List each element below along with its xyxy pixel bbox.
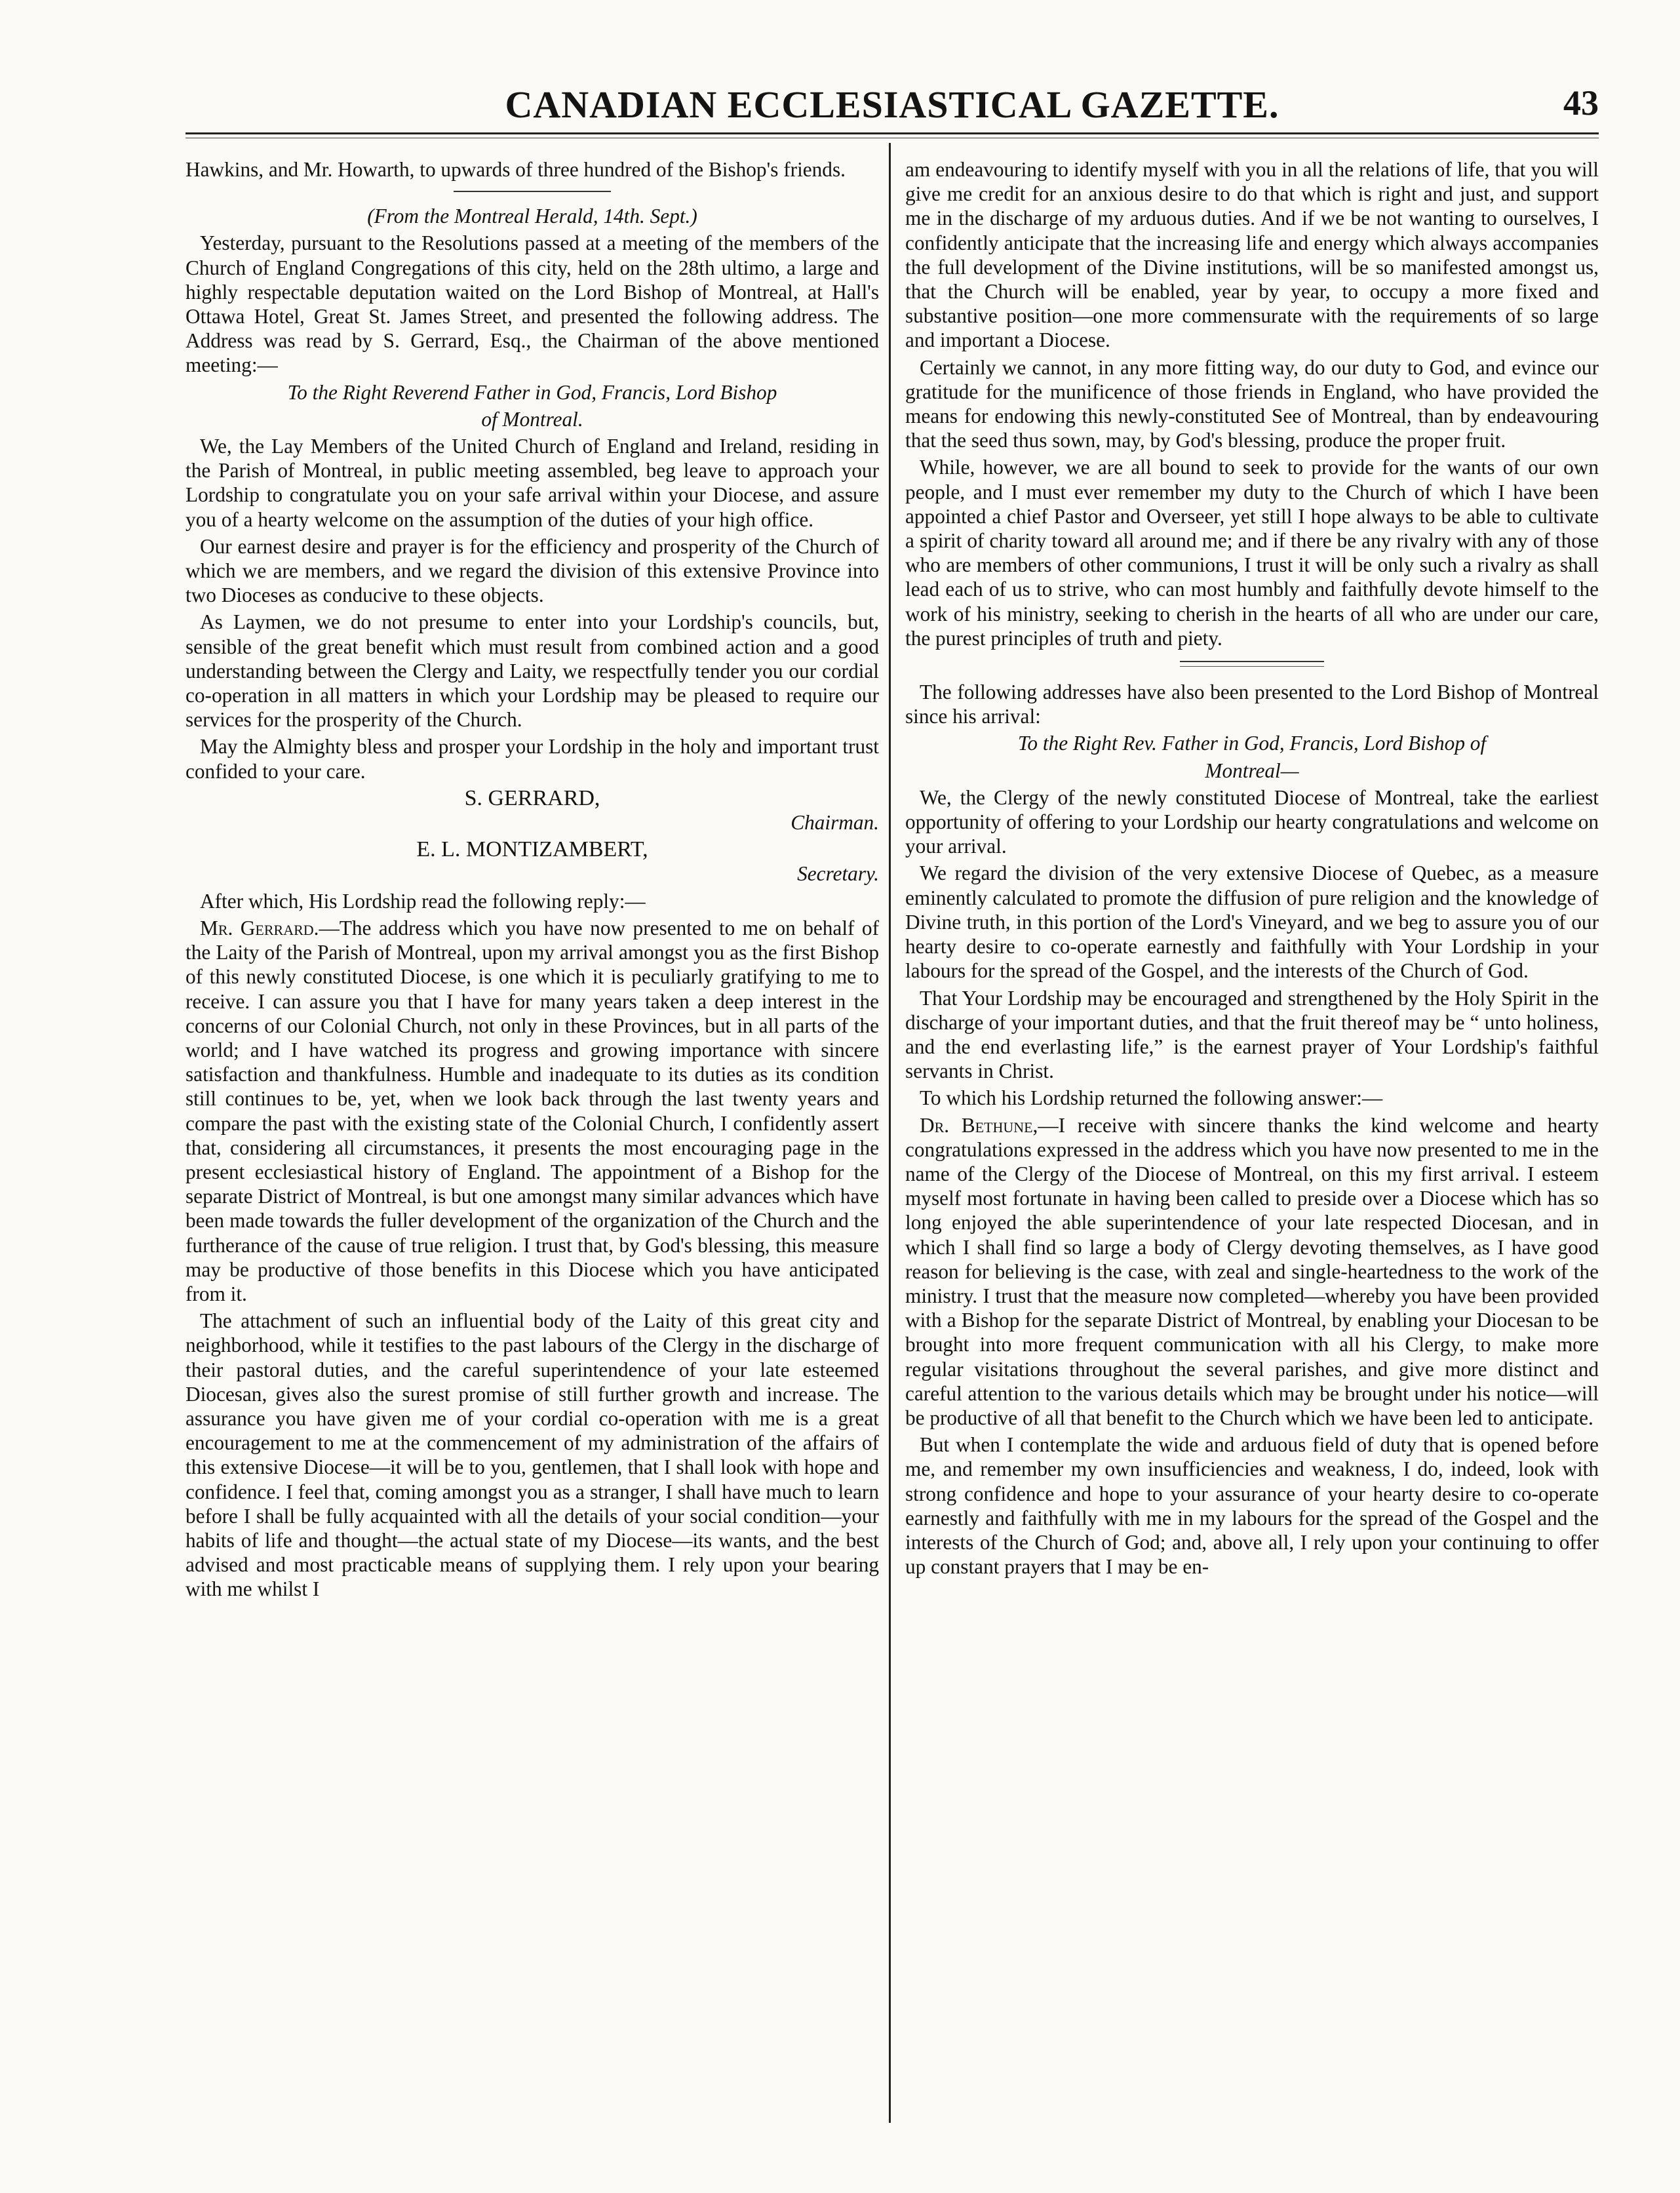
paragraph: We regard the division of the very extensive Diocese of Quebec, as a measure eminently calculated to promote the diffusion of pure religion and the knowledge of Divine truth, in this portion of the Lord's Vineyard, and we beg to assure you of our hearty desire to co-operate earnestly and faithfully with Your Lordship in your labours for the spread of the Gospel, and the interests of the Church of God.: [905, 861, 1599, 983]
page-header: [186, 76, 1599, 128]
section-separator: [1180, 661, 1324, 667]
paragraph: The following addresses have also been presented to the Lord Bishop of Montreal since his arrival:: [905, 681, 1599, 728]
section-separator: [454, 191, 611, 192]
right-column: [905, 157, 1599, 2124]
paragraph: Certainly we cannot, in any more fitting way, do our duty to God, and evince our gratitude for the munificence of those friends in England, who have provided the means for endowing this newly-constituted See of Montreal, than by endeavouring that the seed thus sown, may, by God's blessing, produce the proper fruit.: [905, 355, 1599, 452]
paragraph: To which his Lordship returned the following answer:—: [920, 1086, 1383, 1110]
paragraph: am endeavouring to identify myself with you in all the relations of life, that you will give me credit for an anxious desire to do that which is right and just, and support me in the discharge of my arduous duties. And if we be not wanting to ourselves, I confidently anticipate that the increasing life and energy which always accompanies the full development of the Divine institutions, will be so manifested amongst us, that the Church will be enabled, year by year, to occupy a more fixed and substantive position—one more commensurate with the requirements of so large and important a Diocese.: [905, 158, 1599, 352]
paragraph-text: —The address which you have now presented to me on behalf of the Laity of the Parish of Montreal, upon my arrival amongst you as the first Bishop of this newly constituted Diocese, is one which it is peculiarly gratifying to me to receive. I can assure you that I have for many years taken a deep interest in the concerns of our Colonial Church, not only in these Provinces, but in all parts of the world; and I have watched its progress and growing importance with sincere satisfaction and thankfulness. Humble and inadequate to its duties as its condition still continues to be, yet, when we look back through the last twenty years and compare the past with the existing state of the Colonial Church, I confidently assert that, considering all circumstances, it presents the most encouraging page in the present ecclesiastical history of England. The appointment of a Bishop for the separate District of Montreal, is but one amongst many similar advances which have been made towards the fuller development of the organization of the Church and the furtherance of the cause of true religion. I trust that, by God's blessing, this measure may be productive of those benefits in this Diocese which you have anticipated from it.: [186, 916, 879, 1305]
paragraph: We, the Lay Members of the United Church of England and Ireland, residing in the Parish of Montreal, in public meeting assembled, beg leave to approach your Lordship to congratulate you on your safe arrival within your Diocese, and assure you of a hearty welcome on the assumption of the duties of your high office.: [186, 435, 879, 531]
address-heading: To the Right Rev. Father in God, Francis, Lord Bishop of: [1017, 732, 1487, 755]
paragraph-text: —I receive with sincere thanks the kind welcome and hearty congratulations expressed in the address which you have now presented to me in the name of the Clergy of the Diocese of Montreal, on this my first arrival. I esteem myself most fortunate in having been called to preside over a Diocese which has so long enjoyed the able superintendence of your late respected Diocesan, and in which I shall find so large a body of Clergy devoting themselves, as I have good reason for believing is the case, with zeal and single-heartedness to the work of the ministry. I trust that the measure now completed—whereby you have been provided with a Bishop for the separate District of Montreal, by enabling your Diocesan to be brought into more frequent communication with all his Clergy, to make more regular visitations throughout the several parishes, and give more distinct and careful attention to the various details which may be brought under his notice—will be productive of all that benefit to the Church which we have been led to anticipate.: [905, 1113, 1599, 1429]
salutation: Dr. Bethune,: [920, 1113, 1038, 1137]
paragraph: That Your Lordship may be encouraged and strengthened by the Holy Spirit in the discharge of your important duties, and that the fruit thereof may be “ unto holiness, and the end everlasting life,” is the earnest prayer of Your Lordship's faithful servants in Christ.: [905, 986, 1599, 1083]
paragraph: While, however, we are all bound to seek to provide for the wants of our own people, and I must ever remember my duty to the Church of which I have been appointed a chief Pastor and Overseer, yet still I hope always to be able to cultivate a spirit of charity toward all around me; and if there be any rivalry with any of those who are members of other communions, I trust it will be only such a rivalry as shall lead each of us to strive, who can most humbly and faithfully devote himself to the work of his ministry, seeking to cherish in the hearts of all who are under our care, the purest principles of truth and piety.: [905, 456, 1599, 650]
paragraph: After which, His Lordship read the following reply:—: [200, 889, 646, 913]
address-heading-cont: Montreal—: [1205, 759, 1299, 782]
source-credit: (From the Montreal Herald, 14th. Sept.): [367, 205, 697, 228]
signatory-role: Secretary.: [797, 862, 879, 886]
paragraph: We, the Clergy of the newly constituted Diocese of Montreal, take the earliest opportunity of offering to your Lordship our hearty congratulations and welcome on your arrival.: [905, 785, 1599, 858]
paragraph: The attachment of such an influential body of the Laity of this great city and neighborhood, while it testifies to the past labours of the Clergy in the discharge of their pastoral duties, and the careful superintendence of your late esteemed Diocesan, gives also the surest promise of still further growth and increase. The assurance you have given me of your cordial co-operation with me is a great encouragement to me at the commencement of my administration of the affairs of this extensive Diocese—it will be to you, gentlemen, that I shall look with hope and confidence. I feel that, coming amongst you as a stranger, I shall have much to learn before I shall be fully acquainted with all the details of your social condition—your habits of life and thought—the actual state of my Diocese—its wants, and the best advised and most practicable means of supplying them. I rely upon your bearing with me whilst I: [186, 1309, 879, 1601]
page-number: 43: [1563, 83, 1599, 123]
column-divider: [889, 143, 891, 2123]
paragraph: As Laymen, we do not presume to enter into your Lordship's councils, but, sensible of the great benefit which must result from combined action and a good understanding between the Clergy and Laity, we respectfully tender you our cordial co-operation in all matters in which your Lordship may be pleased to require our services for the prosperity of the Church.: [186, 610, 879, 732]
address-heading: To the Right Reverend Father in God, Francis, Lord Bishop: [287, 380, 777, 404]
signatory-name: S. GERRARD,: [464, 785, 600, 810]
paragraph: Yesterday, pursuant to the Resolutions passed at a meeting of the members of the Church of England Congregations of this city, held on the 28th ultimo, a large and highly respectable deputation waited on the Lord Bishop of Montreal, at Hall's Ottawa Hotel, Great St. James Street, and presented the following address. The Address was read by S. Gerrard, Esq., the Chairman of the above mentioned meeting:—: [186, 231, 879, 377]
publication-title: CANADIAN ECCLESIASTICAL GAZETTE.: [505, 83, 1280, 126]
address-heading-cont: of Montreal.: [481, 407, 583, 431]
paragraph: Our earnest desire and prayer is for the efficiency and prosperity of the Church of which we are members, and we regard the division of this extensive Province into two Dioceses as conducive to these objects.: [186, 534, 879, 607]
paragraph: [905, 1113, 1599, 1431]
paragraph: Hawkins, and Mr. Howarth, to upwards of three hundred of the Bishop's friends.: [186, 158, 846, 181]
paragraph: May the Almighty bless and prosper your Lordship in the holy and important trust confided to your care.: [186, 735, 879, 783]
signatory-name: E. L. MONTIZAMBERT,: [416, 837, 648, 862]
signatory-role: Chairman.: [791, 811, 879, 835]
header-rule: [186, 132, 1599, 134]
paragraph: [186, 916, 879, 1306]
left-column: [186, 157, 879, 2124]
paragraph: But when I contemplate the wide and arduous field of duty that is opened before me, and remember my own insufficiencies and weakness, I do, indeed, look with strong confidence and hope to your assurance of your hearty desire to co-operate earnestly and faithfully with me in my labours for the spread of the Gospel and the interests of the Church of God; and, above all, I rely upon your continuing to offer up constant prayers that I may be en-: [905, 1433, 1599, 1579]
salutation: Mr. Gerrard.: [200, 916, 319, 939]
